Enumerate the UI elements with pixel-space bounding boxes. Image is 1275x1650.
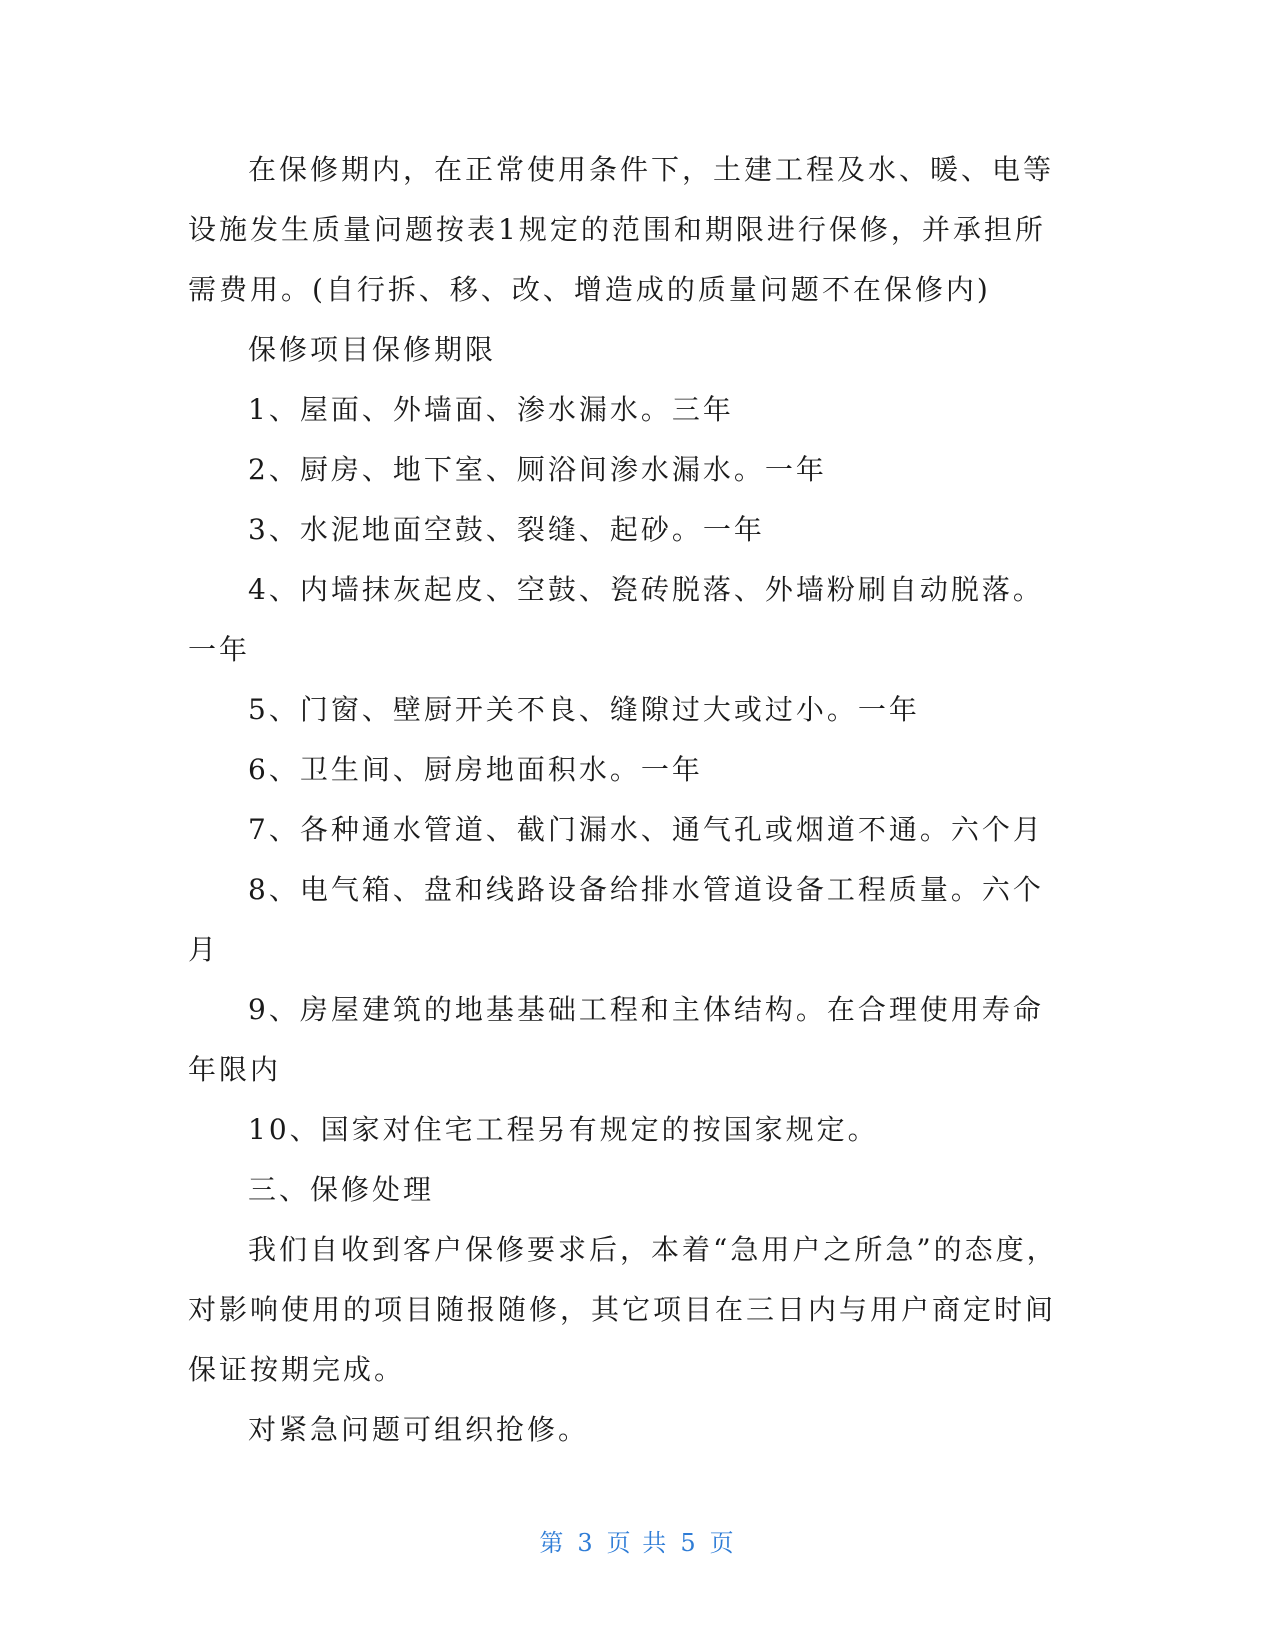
list-item-3: 3、水泥地面空鼓、裂缝、起砂。一年 <box>248 513 765 546</box>
footer-suffix: 页 <box>709 1529 736 1557</box>
list-item-6: 6、卫生间、厨房地面积水。一年 <box>248 753 703 786</box>
list-item-4: 4、内墙抹灰起皮、空鼓、瓷砖脱落、外墙粉刷自动脱落。一年 <box>188 573 1044 666</box>
footer-prefix: 第 <box>539 1529 566 1557</box>
document-body <box>188 140 1068 1460</box>
paragraph-handling-policy: 我们自收到客户保修要求后，本着“急用户之所急”的态度，对影响使用的项目随报随修，其它项目在三日内与用户商定时间保证按期完成。 <box>188 1233 1058 1386</box>
list-item-5: 5、门窗、壁厨开关不良、缝隙过大或过小。一年 <box>248 693 920 726</box>
list-item-8: 8、电气箱、盘和线路设备给排水管道设备工程质量。六个月 <box>188 873 1044 966</box>
footer-middle: 页 共 <box>606 1529 669 1557</box>
paragraph-emergency-repair: 对紧急问题可组织抢修。 <box>248 1413 590 1446</box>
list-item-1: 1、屋面、外墙面、渗水漏水。三年 <box>248 393 734 426</box>
list-item-10: 10、国家对住宅工程另有规定的按国家规定。 <box>248 1113 879 1146</box>
list-item-9: 9、房屋建筑的地基基础工程和主体结构。在合理使用寿命年限内 <box>188 993 1044 1086</box>
paragraph-warranty-intro: 在保修期内，在正常使用条件下，土建工程及水、暖、电等设施发生质量问题按表1规定的范围和期限进行保修，并承担所需费用。(自行拆、移、改、增造成的质量问题不在保修内) <box>188 153 1055 306</box>
paragraph-warranty-heading: 保修项目保修期限 <box>248 333 497 366</box>
footer-total-pages: 5 <box>680 1529 698 1557</box>
section-heading-warranty-handling: 三、保修处理 <box>248 1173 435 1206</box>
footer-page-number: 3 <box>577 1529 595 1557</box>
page-footer <box>0 1523 1275 1558</box>
list-item-7: 7、各种通水管道、截门漏水、通气孔或烟道不通。六个月 <box>248 813 1044 846</box>
list-item-2: 2、厨房、地下室、厕浴间渗水漏水。一年 <box>248 453 827 486</box>
